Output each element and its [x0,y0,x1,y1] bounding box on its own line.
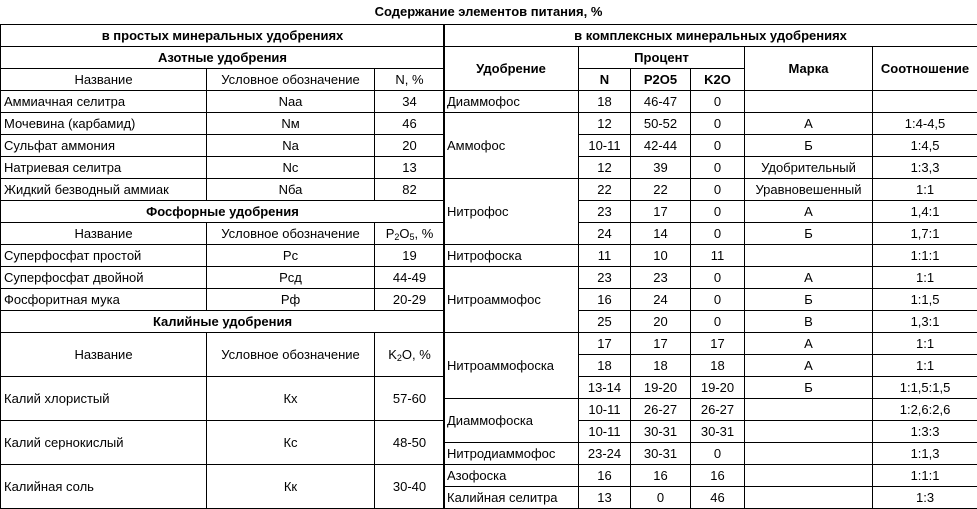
col-k-header: K2O [691,69,745,91]
fertilizer-percent: 57-60 [375,377,445,421]
fertilizer-symbol: Nба [207,179,375,201]
k-value: 0 [691,223,745,245]
k-value: 18 [691,355,745,377]
brand-value [745,443,873,465]
k-value: 0 [691,157,745,179]
table-row [444,25,977,47]
table-row [444,487,977,509]
n-value: 10-11 [579,399,631,421]
table-row [444,267,977,289]
col-percent-header [375,333,445,377]
table-row [1,245,445,267]
complex-fertilizers-table [443,24,977,509]
n-value: 12 [579,157,631,179]
complex-heading: в комплексных минеральных удобрениях [444,25,977,47]
fertilizer-name: Нитрофос [444,179,579,245]
fertilizer-name: Нитроаммофоска [444,333,579,399]
nitrogen-section-title: Азотные удобрения [1,47,445,69]
n-value: 10-11 [579,135,631,157]
brand-value: Удобрительный [745,157,873,179]
brand-value: А [745,355,873,377]
p-value: 39 [631,157,691,179]
p-value: 24 [631,289,691,311]
fertilizer-name: Мочевина (карбамид) [1,113,207,135]
col-percent-header: N, % [375,69,445,91]
col-symbol-header: Условное обозначение [207,69,375,91]
fertilizer-name: Суперфосфат простой [1,245,207,267]
col-p-header: P2O5 [631,69,691,91]
fertilizer-percent: 30-40 [375,465,445,509]
ratio-value: 1:4-4,5 [873,113,977,135]
ratio-value: 1:3 [873,487,977,509]
ratio-value: 1,7:1 [873,223,977,245]
brand-value: А [745,201,873,223]
fertilizer-percent: 13 [375,157,445,179]
p-value: 23 [631,267,691,289]
col-name-header: Название [1,333,207,377]
col-name-header: Название [1,69,207,91]
col-percent-header: Процент [579,47,745,69]
n-value: 16 [579,289,631,311]
fertilizer-symbol: Naa [207,91,375,113]
ratio-value: 1:1,3 [873,443,977,465]
brand-value [745,465,873,487]
fertilizer-percent: 46 [375,113,445,135]
fertilizer-percent: 44-49 [375,267,445,289]
col-symbol-header: Условное обозначение [207,223,375,245]
k-value: 0 [691,201,745,223]
p-value: 17 [631,201,691,223]
n-value: 22 [579,179,631,201]
p-value: 16 [631,465,691,487]
k-value: 0 [691,135,745,157]
brand-value: Б [745,377,873,399]
fertilizer-symbol: Pc [207,245,375,267]
fertilizer-symbol: Кх [207,377,375,421]
brand-value [745,91,873,113]
fertilizer-name: Азофоска [444,465,579,487]
p-value: 42-44 [631,135,691,157]
ratio-value: 1:1 [873,267,977,289]
ratio-value: 1:1,5:1,5 [873,377,977,399]
table-row [444,245,977,267]
table-row [1,201,445,223]
fertilizer-name: Калий сернокислый [1,421,207,465]
fertilizer-percent: 20-29 [375,289,445,311]
p-value: 26-27 [631,399,691,421]
fertilizer-symbol: Pф [207,289,375,311]
table-row [444,91,977,113]
table-row [444,179,977,201]
ratio-value: 1:3,3 [873,157,977,179]
p-value: 17 [631,333,691,355]
fertilizer-name: Суперфосфат двойной [1,267,207,289]
ratio-value: 1:1 [873,179,977,201]
brand-value: А [745,113,873,135]
n-value: 12 [579,113,631,135]
brand-value: В [745,311,873,333]
col-n-header: N [579,69,631,91]
k-value: 26-27 [691,399,745,421]
simple-heading: в простых минеральных удобрениях [1,25,445,47]
ratio-value: 1:1,5 [873,289,977,311]
fertilizer-percent: 19 [375,245,445,267]
table-row [1,91,445,113]
table-row [1,135,445,157]
fertilizer-name: Натриевая селитра [1,157,207,179]
table-row [444,465,977,487]
fertilizer-name: Калийная соль [1,465,207,509]
table-row [1,333,445,377]
sheet-title: Содержание элементов питания, % [0,0,977,25]
p-value: 46-47 [631,91,691,113]
fertilizer-name: Диаммофос [444,91,579,113]
p-value: 30-31 [631,421,691,443]
p-value: 0 [631,487,691,509]
p-value: 19-20 [631,377,691,399]
k-value: 30-31 [691,421,745,443]
ratio-value: 1:4,5 [873,135,977,157]
brand-value [745,487,873,509]
table-row [444,399,977,421]
fertilizer-percent: 34 [375,91,445,113]
n-value: 18 [579,355,631,377]
n-value: 16 [579,465,631,487]
fertilizer-name: Аммиачная селитра [1,91,207,113]
k-value: 0 [691,91,745,113]
table-row [1,267,445,289]
table-row [1,25,445,47]
fertilizer-name: Сульфат аммония [1,135,207,157]
col-brand-header: Марка [745,47,873,91]
k-value: 16 [691,465,745,487]
fertilizer-name: Нитрофоска [444,245,579,267]
col-fertilizer-header: Удобрение [444,47,579,91]
brand-value: Б [745,289,873,311]
table-row [1,69,445,91]
table-row [444,443,977,465]
brand-value [745,421,873,443]
brand-value: А [745,267,873,289]
unit-part: , % [415,226,434,241]
brand-value: А [745,333,873,355]
table-row [444,113,977,135]
table-row [1,377,445,421]
ratio-value [873,91,977,113]
p-value: 20 [631,311,691,333]
fertilizer-name: Калийная селитра [444,487,579,509]
p-value: 50-52 [631,113,691,135]
n-value: 23 [579,267,631,289]
unit-part: 5 [410,232,415,242]
table-row [444,333,977,355]
ratio-value: 1:1 [873,355,977,377]
table-row [1,311,445,333]
n-value: 17 [579,333,631,355]
fertilizer-percent: 48-50 [375,421,445,465]
k-value: 0 [691,179,745,201]
ratio-value: 1,4:1 [873,201,977,223]
fertilizer-symbol: Pсд [207,267,375,289]
ratio-value: 1:1:1 [873,245,977,267]
p-value: 10 [631,245,691,267]
table-row [1,289,445,311]
p-value: 22 [631,179,691,201]
p-value: 30-31 [631,443,691,465]
fertilizer-name: Нитродиаммофос [444,443,579,465]
potassium-section-title: Калийные удобрения [1,311,445,333]
p-value: 14 [631,223,691,245]
table-row [1,157,445,179]
k-value: 19-20 [691,377,745,399]
table-row [1,113,445,135]
fertilizer-name: Фосфоритная мука [1,289,207,311]
n-value: 25 [579,311,631,333]
fertilizer-symbol: Кк [207,465,375,509]
fertilizer-symbol: Кс [207,421,375,465]
fertilizer-name: Калий хлористый [1,377,207,421]
simple-fertilizers-table [0,24,445,509]
fertilizer-symbol: Na [207,135,375,157]
col-name-header: Название [1,223,207,245]
table-row [1,465,445,509]
unit-part: P [386,226,395,241]
fertilizer-name: Жидкий безводный аммиак [1,179,207,201]
k-value: 0 [691,311,745,333]
table-row [1,223,445,245]
brand-value: Уравновешенный [745,179,873,201]
n-value: 24 [579,223,631,245]
n-value: 18 [579,91,631,113]
n-value: 10-11 [579,421,631,443]
fertilizer-name: Аммофос [444,113,579,179]
unit-part: 2 [394,232,399,242]
brand-value [745,245,873,267]
unit-part: 2 [397,353,402,363]
fertilizer-name: Нитроаммофос [444,267,579,333]
n-value: 23-24 [579,443,631,465]
table-row [1,179,445,201]
fertilizer-percent: 82 [375,179,445,201]
fertilizer-name: Диаммофоска [444,399,579,443]
unit-part: K [388,347,397,362]
table-row [1,47,445,69]
ratio-value: 1,3:1 [873,311,977,333]
brand-value: Б [745,135,873,157]
unit-part: O, % [402,347,431,362]
k-value: 17 [691,333,745,355]
unit-part: O [399,226,409,241]
k-value: 0 [691,443,745,465]
brand-value [745,399,873,421]
ratio-value: 1:3:3 [873,421,977,443]
k-value: 11 [691,245,745,267]
p-value: 18 [631,355,691,377]
ratio-value: 1:1:1 [873,465,977,487]
col-ratio-header: Соотношение [873,47,977,91]
fertilizer-symbol: Nc [207,157,375,179]
k-value: 0 [691,113,745,135]
k-value: 0 [691,289,745,311]
brand-value: Б [745,223,873,245]
k-value: 0 [691,267,745,289]
phosphorus-section-title: Фосфорные удобрения [1,201,445,223]
n-value: 11 [579,245,631,267]
fertilizer-percent: 20 [375,135,445,157]
table-row [444,47,977,69]
table-row [1,421,445,465]
n-value: 13-14 [579,377,631,399]
col-percent-header [375,223,445,245]
n-value: 13 [579,487,631,509]
fertilizer-symbol: Nм [207,113,375,135]
col-symbol-header: Условное обозначение [207,333,375,377]
ratio-value: 1:2,6:2,6 [873,399,977,421]
n-value: 23 [579,201,631,223]
ratio-value: 1:1 [873,333,977,355]
k-value: 46 [691,487,745,509]
